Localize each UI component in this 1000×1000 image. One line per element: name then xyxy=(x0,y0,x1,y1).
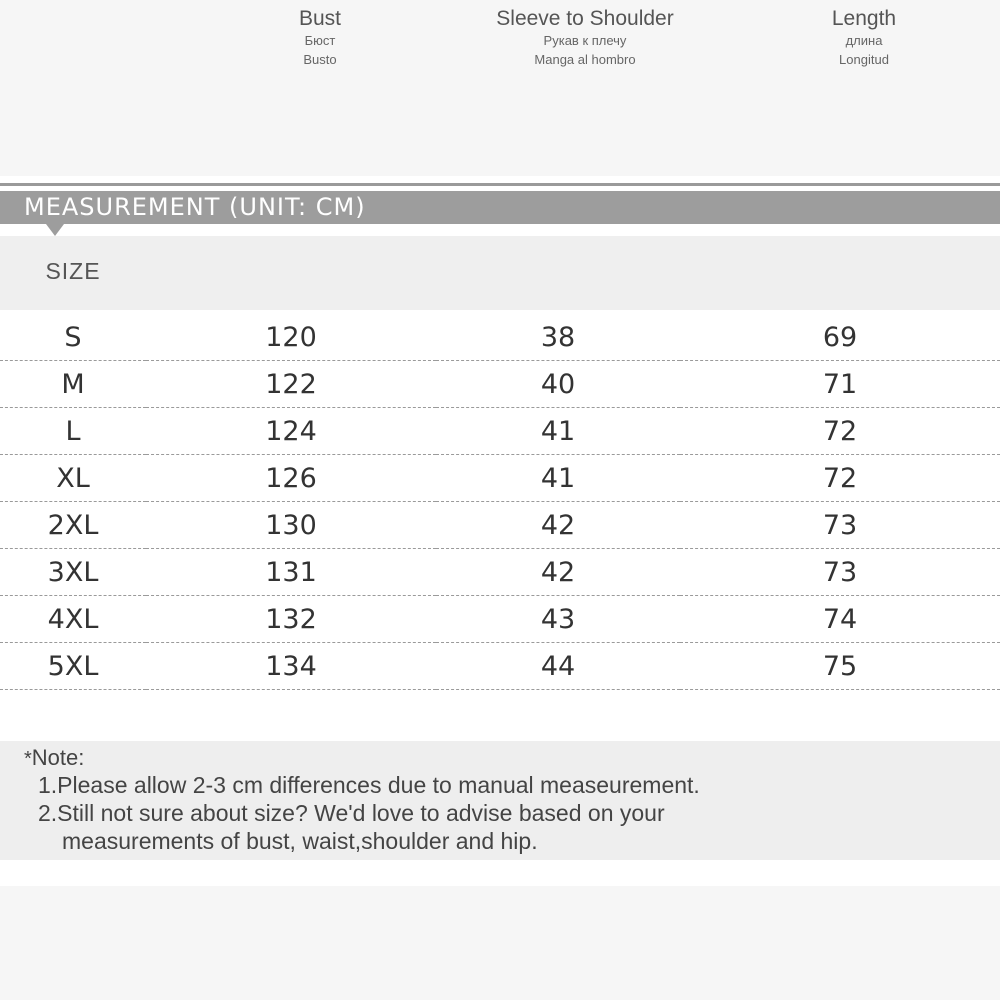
length-cell: 72 xyxy=(680,455,1000,502)
sleeve-column-header xyxy=(435,0,735,74)
size-cell: L xyxy=(0,408,146,455)
bust-cell: 130 xyxy=(146,502,436,549)
length-header-en: Length xyxy=(831,7,897,30)
bust-header-ru: Бюст xyxy=(304,33,336,48)
length-cell: 73 xyxy=(680,502,1000,549)
size-cell: S xyxy=(0,314,146,361)
table-row xyxy=(0,314,1000,361)
size-column-header: SIZE xyxy=(45,258,101,284)
length-cell: 73 xyxy=(680,549,1000,596)
length-column-header xyxy=(764,0,964,74)
length-cell: 72 xyxy=(680,408,1000,455)
size-table xyxy=(0,314,1000,690)
table-row xyxy=(0,361,1000,408)
sleeve-header-es: Manga al hombro xyxy=(534,52,636,67)
table-row xyxy=(0,596,1000,643)
bust-header-es: Busto xyxy=(303,52,337,67)
bust-cell: 124 xyxy=(146,408,436,455)
length-cell: 75 xyxy=(680,643,1000,690)
note-line-1: 1.Please allow 2-3 cm differences due to manual measeurement. xyxy=(38,772,700,798)
sleeve-cell: 42 xyxy=(436,549,680,596)
note-line-2: 2.Still not sure about size? We'd love to advise based on your xyxy=(38,800,665,826)
length-cell: 71 xyxy=(680,361,1000,408)
sleeve-cell: 38 xyxy=(436,314,680,361)
sleeve-header-en: Sleeve to Shoulder xyxy=(496,7,674,30)
size-cell: 2XL xyxy=(0,502,146,549)
size-cell: M xyxy=(0,361,146,408)
length-header-ru: длина xyxy=(845,33,883,48)
length-header-es: Longitud xyxy=(839,52,889,67)
bust-cell: 132 xyxy=(146,596,436,643)
note-box xyxy=(0,741,1000,860)
top-rule xyxy=(0,183,1000,186)
table-row xyxy=(0,643,1000,690)
length-cell: 69 xyxy=(680,314,1000,361)
sleeve-cell: 41 xyxy=(436,455,680,502)
sleeve-cell: 44 xyxy=(436,643,680,690)
bust-cell: 131 xyxy=(146,549,436,596)
size-cell: XL xyxy=(0,455,146,502)
table-row xyxy=(0,455,1000,502)
bust-header-en: Bust xyxy=(298,7,342,30)
bust-column-header xyxy=(220,0,420,74)
banner-title: MEASUREMENT (UNIT: CM) xyxy=(24,193,366,221)
sleeve-header-ru: Рукав к плечу xyxy=(543,33,627,48)
banner-pointer-icon xyxy=(46,224,64,236)
bust-cell: 126 xyxy=(146,455,436,502)
note-title-text: Note: xyxy=(31,745,85,770)
note-line-2-continued: measurements of bust, waist,shoulder and hip. xyxy=(62,828,538,854)
bust-cell: 134 xyxy=(146,643,436,690)
sleeve-cell: 41 xyxy=(436,408,680,455)
bust-cell: 120 xyxy=(146,314,436,361)
length-cell: 74 xyxy=(680,596,1000,643)
asterisk-icon: * xyxy=(24,748,32,770)
table-row xyxy=(0,502,1000,549)
size-cell: 4XL xyxy=(0,596,146,643)
table-header-row xyxy=(0,236,1000,310)
table-row xyxy=(0,408,1000,455)
sleeve-cell: 42 xyxy=(436,502,680,549)
sleeve-cell: 40 xyxy=(436,361,680,408)
note-title xyxy=(24,745,84,771)
measurement-banner xyxy=(0,191,1000,224)
bust-cell: 122 xyxy=(146,361,436,408)
size-cell: 3XL xyxy=(0,549,146,596)
size-cell: 5XL xyxy=(0,643,146,690)
table-row xyxy=(0,549,1000,596)
sleeve-cell: 43 xyxy=(436,596,680,643)
